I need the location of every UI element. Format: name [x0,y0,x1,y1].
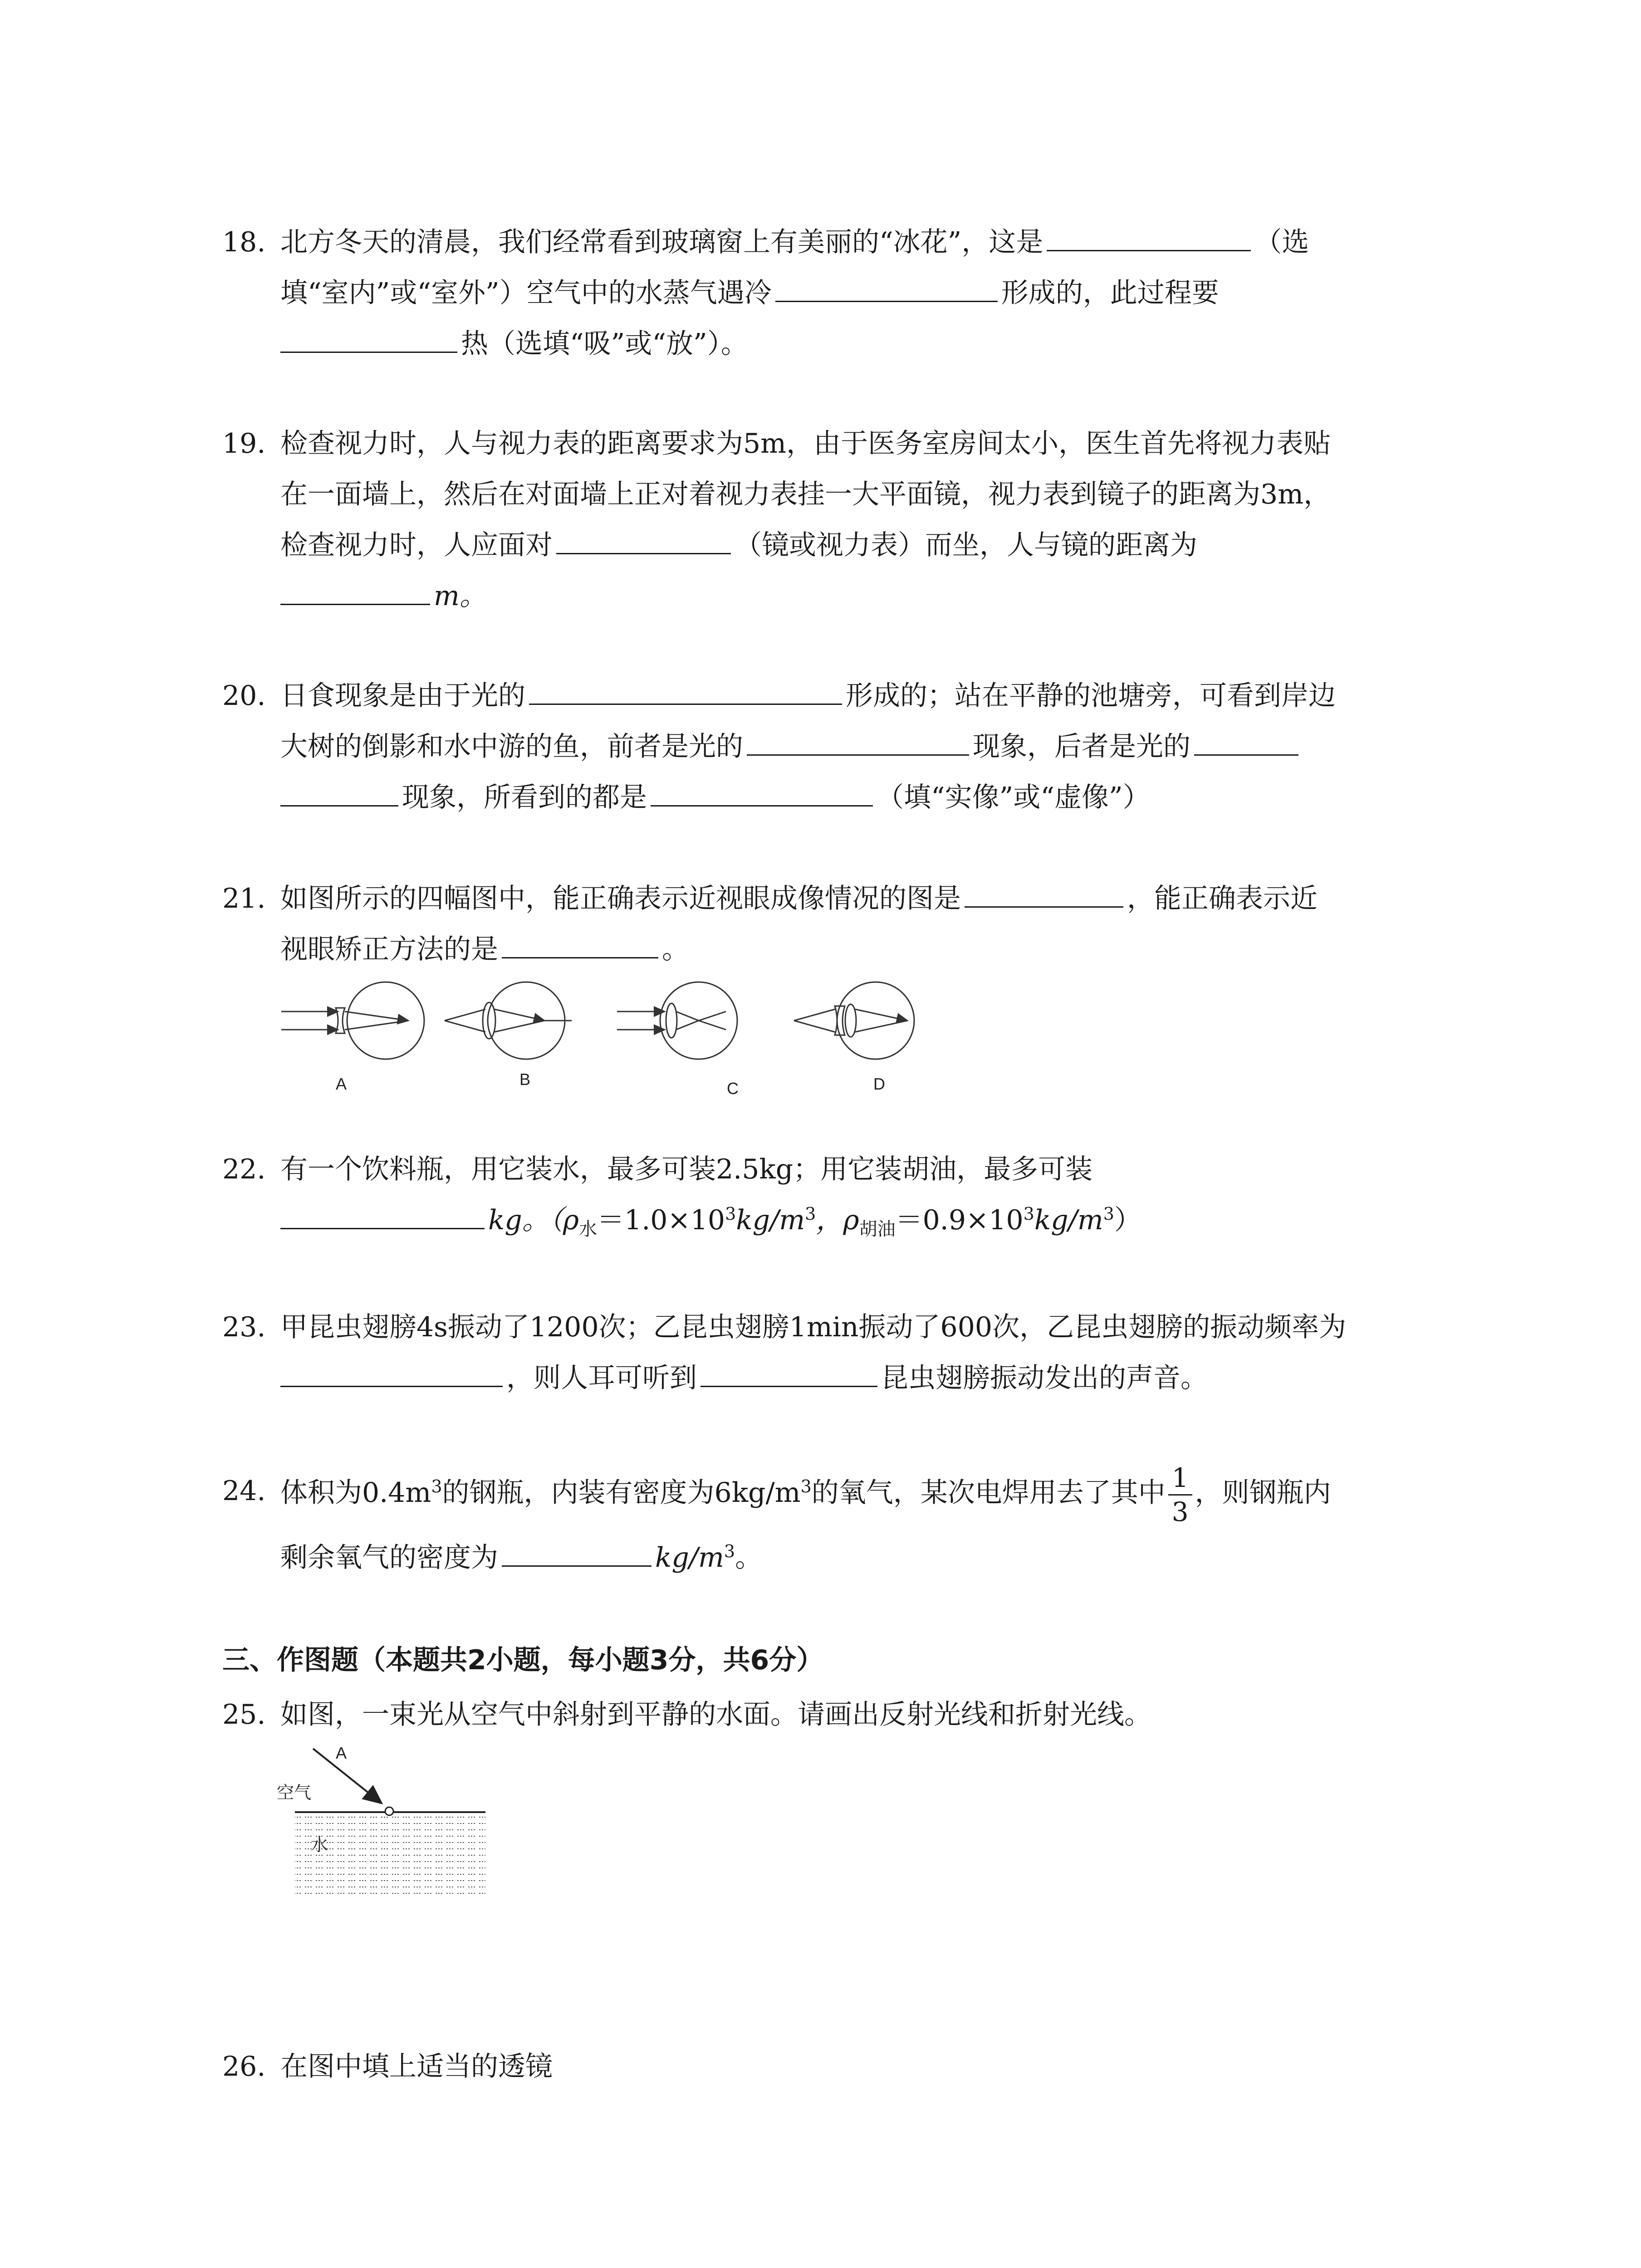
incidence-point [385,1807,393,1815]
q22-exp-2: 3 [805,1204,816,1224]
question-number: 22. [222,1154,266,1185]
fraction-one-third [1168,1461,1192,1528]
q22-text-1: 有一个饮料瓶，用它装水，最多可装2.5kg；用它装胡油，最多可装 [280,1154,1093,1185]
q19-text-1: 检查视力时，人与视力表的距离要求为5m，由于医务室房间太小，医生首先将视力表贴 [280,428,1331,459]
q18-text-3: 填“室内”或“室外”）空气中的水蒸气遇冷 [280,277,772,309]
question-number: 23. [222,1311,266,1343]
answer-blank[interactable] [747,724,969,756]
q23-text-2: ，则人耳可听到 [506,1362,697,1394]
q24-exp-2: 3 [800,1476,812,1497]
q22-text-5: ，ρ [816,1204,859,1236]
figure-label-d: D [873,1075,885,1093]
eye-diagram-d [794,982,914,1059]
question-18 [222,217,1465,369]
question-19 [222,418,1465,621]
answer-blank[interactable] [529,674,842,705]
answer-blank[interactable] [280,322,457,353]
question-number: 19. [222,428,266,459]
question-20 [222,670,1465,823]
label-water: 水 [311,1835,328,1855]
q21-text-4: 。 [662,934,689,965]
q19-text-2: 在一面墙上，然后在对面墙上正对着视力表挂一大平面镜，视力表到镜子的距离为3m， [280,479,1331,510]
q18-text-2: （选 [1254,226,1309,258]
section-heading: 三、作图题（本题共2小题，每小题3分，共6分） [222,1644,824,1676]
q20-text-2: 形成的；站在平静的池塘旁，可看到岸边 [846,680,1336,712]
question-number: 25. [222,1699,266,1730]
q26-text-1: 在图中填上适当的透镜 [280,2051,553,2082]
answer-blank[interactable] [700,1356,877,1387]
q22-exp-4: 3 [1103,1204,1114,1224]
question-number: 20. [222,680,266,712]
answer-blank[interactable] [651,775,873,807]
q21-text-2: ，能正确表示近 [1127,883,1318,914]
q24-exp-1: 3 [431,1476,442,1497]
eye-diagram-b [445,982,572,1059]
q18-text-1: 北方冬天的清晨，我们经常看到玻璃窗上有美丽的“冰花”，这是 [280,226,1043,258]
q18-text-4: 形成的，此过程要 [1001,277,1219,309]
q22-text-8: ） [1114,1204,1141,1236]
answer-blank[interactable] [965,876,1123,908]
q24-exp-3: 3 [724,1541,735,1561]
q24-text-6: kg/m [655,1542,724,1574]
label-air: 空气 [277,1783,312,1803]
q19-text-4: （镜或视力表）而坐，人与镜的距离为 [735,529,1197,561]
q20-text-3: 大树的倒影和水中游的鱼，前者是光的 [280,731,743,763]
q19-text-3: 检查视力时，人应面对 [280,529,553,561]
q22-sub-oil: 胡油 [859,1219,896,1240]
q22-sub-water: 水 [579,1219,598,1240]
q24-text-5: 剩余氧气的密度为 [280,1542,498,1574]
question-number: 18. [222,226,266,258]
q22-exp-1: 3 [725,1204,736,1224]
figure-label-b: B [519,1070,531,1089]
eye-diagrams-figure [272,971,953,1098]
answer-blank[interactable] [280,775,398,807]
answer-blank[interactable] [502,1535,652,1567]
q24-text-1: 体积为0.4m [280,1477,431,1509]
q24-text-4: ，则钢瓶内 [1195,1477,1331,1509]
fraction-numerator: 1 [1168,1461,1192,1496]
q24-text-7: 。 [735,1542,763,1574]
q22-text-6: ＝0.9×10 [895,1204,1024,1236]
q24-text-2: 的钢瓶，内装有密度为6kg/m [442,1477,801,1509]
answer-blank[interactable] [280,574,430,605]
label-a: A [336,1744,347,1762]
answer-blank[interactable] [556,523,731,554]
question-21 [222,873,1465,975]
q18-text-5: 热（选填“吸”或“放”）。 [461,328,748,360]
eye-diagram-a [281,982,424,1059]
question-24 [222,1461,1465,1587]
q22-text-3: ＝1.0×10 [597,1204,725,1236]
question-25 [222,1689,1465,1740]
q24-text-3: 的氧气，某次电焊用去了其中 [811,1477,1166,1509]
fraction-denominator: 3 [1171,1496,1189,1527]
answer-blank[interactable] [280,1356,503,1387]
answer-blank[interactable] [502,927,658,958]
answer-blank[interactable] [280,1198,485,1229]
q22-text-2: kg。（ρ [488,1204,579,1236]
figure-label-c: C [727,1079,739,1098]
question-22 [222,1144,1465,1246]
question-number: 24. [222,1475,266,1507]
answer-blank[interactable] [1194,724,1298,756]
q21-text-1: 如图所示的四幅图中，能正确表示近视眼成像情况的图是 [280,883,961,914]
q21-text-3: 视眼矫正方法的是 [280,934,498,965]
q20-text-1: 日食现象是由于光的 [280,680,525,712]
question-number: 26. [222,2051,266,2082]
q22-text-7: kg/m [1034,1204,1103,1236]
q22-exp-3: 3 [1023,1204,1034,1224]
eye-diagram-c [617,982,737,1059]
q22-text-4: kg/m [736,1204,805,1236]
answer-blank[interactable] [775,271,998,302]
q20-text-4: 现象，后者是光的 [973,731,1190,763]
water-surface-figure [272,1744,508,1907]
question-26 [222,2041,1465,2092]
q19-text-5: m。 [434,580,487,612]
water-region [295,1812,485,1898]
question-number: 21. [222,883,266,914]
question-23 [222,1302,1465,1403]
q25-text-1: 如图，一束光从空气中斜射到平静的水面。请画出反射光线和折射光线。 [280,1699,1151,1730]
q23-text-1: 甲昆虫翅膀4s振动了1200次；乙昆虫翅膀1min振动了600次，乙昆虫翅膀的振动频率为 [280,1311,1347,1343]
q20-text-6: （填“实像”或“虚像”） [877,782,1150,813]
figure-label-a: A [336,1075,347,1093]
q23-text-3: 昆虫翅膀振动发出的声音。 [881,1362,1208,1394]
answer-blank[interactable] [1047,220,1251,251]
q20-text-5: 现象，所看到的都是 [402,782,647,813]
